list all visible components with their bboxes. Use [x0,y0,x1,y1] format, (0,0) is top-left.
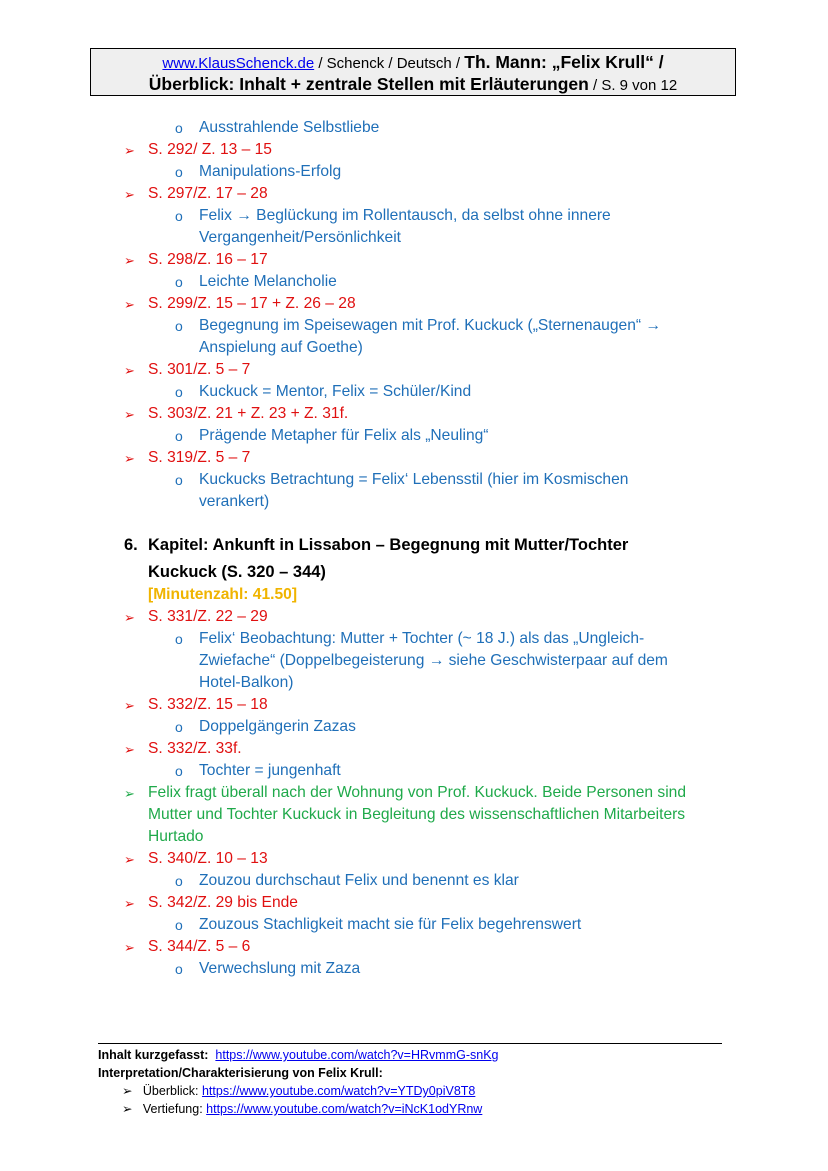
explanation: Felix‘ Beobachtung: Mutter + Tochter (~ 18 J.) als das „Ungleich- [199,630,645,647]
circle-bullet-icon: o [175,274,183,290]
content-note: Felix fragt überall nach der Wohnung von Prof. Kuckuck. Beide Personen sind [148,784,686,801]
minutes-note: [Minutenzahl: 41.50] [148,586,298,603]
page-header [90,48,736,96]
page-reference: S. 292/ Z. 13 – 15 [148,141,272,158]
footer-deep [122,1101,482,1118]
arrow-bullet-icon: ➢ [124,253,135,268]
explanation-continued: Hotel-Balkon) [199,674,294,691]
footer-interpretation [98,1065,383,1082]
explanation: Ausstrahlende Selbstliebe [199,119,380,136]
explanation: Prägende Metapher für Felix als „Neuling“ [199,427,489,444]
explanation: Zouzous Stachligkeit macht sie für Felix begehrenswert [199,916,582,933]
overview-label: Überblick: [142,1084,199,1098]
explanation-continued: verankert) [199,493,270,510]
arrow-bullet-icon: ➢ [122,1084,133,1098]
circle-bullet-icon: o [175,763,183,779]
explanation: Doppelgängerin Zazas [199,718,356,735]
circle-bullet-icon: o [175,318,183,334]
deep-label: Vertiefung: [142,1102,203,1116]
arrow-bullet-icon: ➢ [124,852,135,867]
explanation-continued: Anspielung auf Goethe) [199,339,363,356]
interp-label: Interpretation/Charakterisierung von Felix Krull: [98,1066,383,1080]
arrow-bullet-icon: ➢ [124,297,135,312]
chapter-title-line-1: Kapitel: Ankunft in Lissabon – Begegnung mit Mutter/Tochter [148,536,629,554]
page-reference: S. 299/Z. 15 – 17 + Z. 26 – 28 [148,295,356,312]
circle-bullet-icon: o [175,384,183,400]
content-note-continued: Mutter und Tochter Kuckuck in Begleitung des wissenschaftlichen Mitarbeiters [148,806,686,823]
page-reference: S. 319/Z. 5 – 7 [148,449,251,466]
explanation: Verwechslung mit Zaza [199,960,361,977]
page-reference: S. 332/Z. 15 – 18 [148,696,268,713]
arrow-bullet-icon: ➢ [124,187,135,202]
explanation: Leichte Melancholie [199,273,337,290]
arrow-bullet-icon: ➢ [124,698,135,713]
arrow-bullet-icon: ➢ [124,451,135,466]
overview-link[interactable]: https://www.youtube.com/watch?v=YTDy0piV8T8 [201,1084,476,1098]
footer-divider [98,1043,722,1044]
explanation: Manipulations-Erfolg [199,163,342,180]
page-reference: S. 342/Z. 29 bis Ende [148,894,298,911]
header-path: / Schenck / Deutsch / [314,55,465,72]
header-line-1 [91,52,735,74]
circle-bullet-icon: o [175,961,183,977]
circle-bullet-icon: o [175,120,183,136]
arrow-bullet-icon: ➢ [124,407,135,422]
circle-bullet-icon: o [175,208,183,224]
deep-link[interactable]: https://www.youtube.com/watch?v=iNcK1odYRnw [206,1102,483,1116]
page-reference: S. 297/Z. 17 – 28 [148,185,268,202]
footer-overview [122,1083,475,1100]
header-title-1: Th. Mann: „Felix Krull“ / [464,52,664,72]
page-reference: S. 344/Z. 5 – 6 [148,938,251,955]
footer-summary [98,1047,498,1064]
arrow-bullet-icon: ➢ [124,143,135,158]
page-reference: S. 331/Z. 22 – 29 [148,608,268,625]
circle-bullet-icon: o [175,631,183,647]
arrow-bullet-icon: ➢ [124,786,135,801]
summary-label: Inhalt kurzgefasst: [98,1048,209,1062]
arrow-bullet-icon: ➢ [124,363,135,378]
header-title-2: Überblick: Inhalt + zentrale Stellen mit Erläuterungen [148,74,589,94]
arrow-bullet-icon: ➢ [124,742,135,757]
page-reference: S. 303/Z. 21 + Z. 23 + Z. 31f. [148,405,349,422]
header-page-info: / S. 9 von 12 [588,77,678,94]
explanation: Tochter = jungenhaft [199,762,341,779]
page-reference: S. 332/Z. 33f. [148,740,242,757]
explanation: Kuckucks Betrachtung = Felix‘ Lebensstil (hier im Kosmischen [199,471,629,488]
arrow-bullet-icon: ➢ [124,610,135,625]
explanation: Felix → Beglückung im Rollentausch, da selbst ohne innere [199,207,611,224]
explanation: Zouzou durchschaut Felix und benennt es klar [199,872,519,889]
summary-link[interactable]: https://www.youtube.com/watch?v=HRvmmG-snKg [215,1048,499,1062]
circle-bullet-icon: o [175,917,183,933]
content-note-continued: Hurtado [148,828,204,845]
circle-bullet-icon: o [175,873,183,889]
circle-bullet-icon: o [175,164,183,180]
site-link[interactable]: www.KlausSchenck.de [162,55,315,72]
page-reference: S. 298/Z. 16 – 17 [148,251,268,268]
arrow-bullet-icon: ➢ [124,940,135,955]
arrow-bullet-icon: ➢ [124,896,135,911]
explanation-continued: Vergangenheit/Persönlichkeit [199,229,401,246]
circle-bullet-icon: o [175,472,183,488]
arrow-bullet-icon: ➢ [122,1102,133,1116]
page-reference: S. 301/Z. 5 – 7 [148,361,251,378]
chapter-title-line-2: Kuckuck (S. 320 – 344) [148,563,326,581]
explanation-continued: Zwiefache“ (Doppelbegeisterung → siehe Geschwisterpaar auf dem [199,652,668,669]
circle-bullet-icon: o [175,719,183,735]
chapter-number: 6. [124,536,138,554]
header-line-2 [91,74,735,96]
explanation: Begegnung im Speisewagen mit Prof. Kuckuck („Sternenaugen“ → [199,317,661,334]
circle-bullet-icon: o [175,428,183,444]
page-reference: S. 340/Z. 10 – 13 [148,850,268,867]
explanation: Kuckuck = Mentor, Felix = Schüler/Kind [199,383,472,400]
